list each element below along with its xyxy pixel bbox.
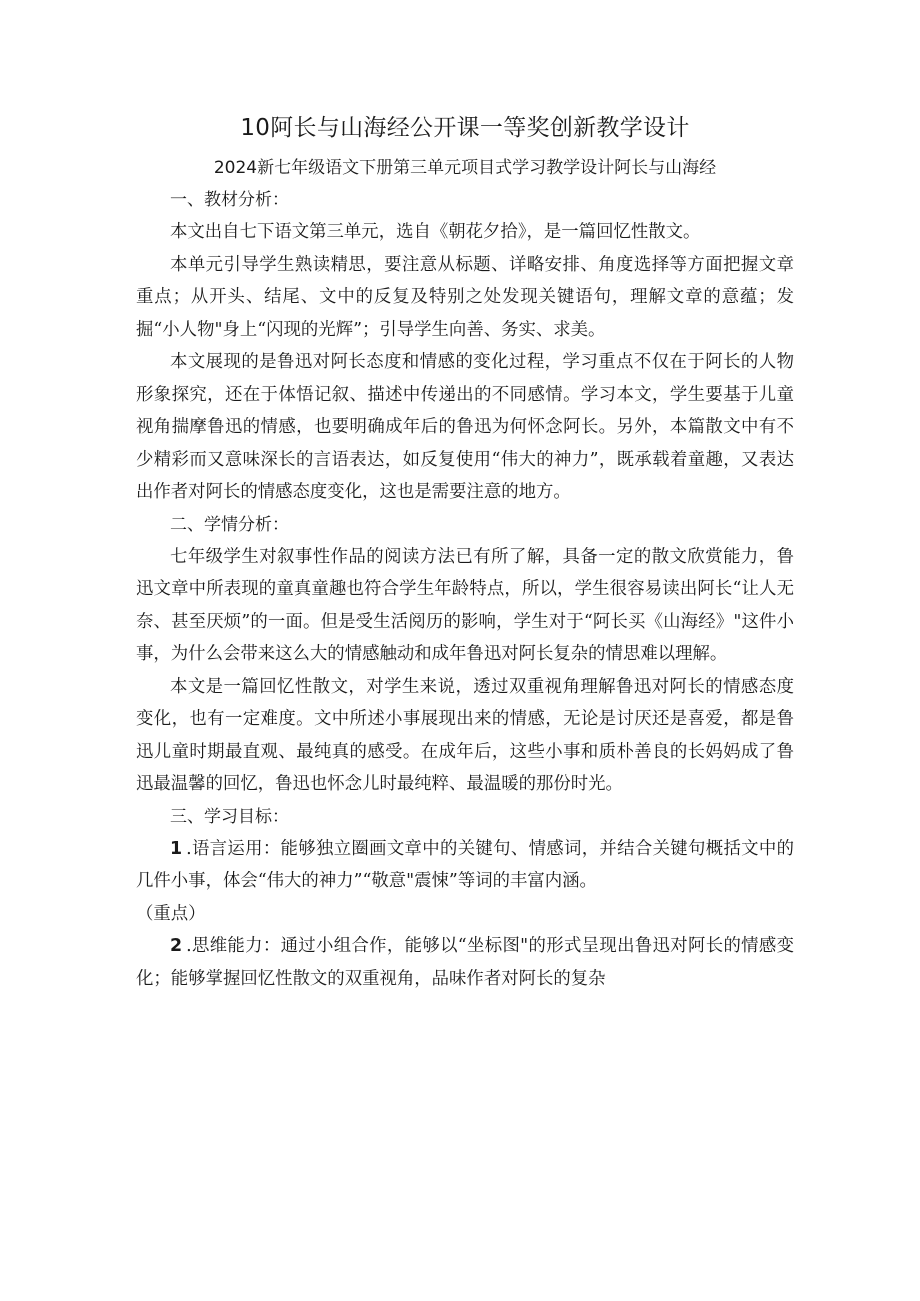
document-page [136, 108, 794, 995]
paragraph: 七年级学生对叙事性作品的阅读方法已有所了解，具备一定的散文欣赏能力，鲁迅文章中所表现的童真童趣也符合学生年龄特点，所以，学生很容易读出阿长“让人无奈、甚至厌烦”的一面。但是受生活阅历的影响，学生对于“阿长买《山海经》"这件小事，为什么会带来这么大的情感触动和成年鲁迅对阿长复杂的情思难以理解。 [136, 546, 794, 664]
section-heading-textbook-analysis: 一、教材分析： [170, 190, 289, 210]
document-title: 10阿长与山海经公开课一等奖创新教学设计 [240, 115, 690, 141]
paragraph: 本文是一篇回忆性散文，对学生来说，透过双重视角理解鲁迅对阿长的情感态度变化，也有一定难度。文中所述小事展现出来的情感，无论是讨厌还是喜爱，都是鲁迅儿童时期最直观、最纯真的感受。在成年后，这些小事和质朴善良的长妈妈成了鲁迅最温馨的回忆，鲁迅也怀念儿时最纯粹、最温暖的那份时光。 [136, 676, 794, 794]
section-heading-learning-goals: 三、学习目标： [170, 806, 289, 827]
paragraph: 本文展现的是鲁迅对阿长态度和情感的变化过程，学习重点不仅在于阿长的人物形象探究，还在于体悟记叙、描述中传递出的不同感情。学习本文，学生要基于儿童视角揣摩鲁迅的情感，也要明确成年后的鲁迅为何怀念阿长。另外，本篇散文中有不少精彩而又意味深长的言语表达，如反复使用“伟大的神力”，既承载着童趣，又表达出作者对阿长的情感态度变化，这也是需要注意的地方。 [136, 352, 794, 502]
goal-item [136, 930, 794, 995]
goal-text: .语言运用：能够独立圈画文章中的关键句、情感词，并结合关键句概括文中的几件小事，体会“伟大的神力”“敬意"震悚”等词的丰富内涵。 [136, 838, 794, 891]
document-subtitle: 2024新七年级语文下册第三单元项目式学习教学设计阿长与山海经 [213, 158, 717, 178]
goal-note: （重点） [136, 903, 206, 924]
paragraph: 本文出自七下语文第三单元，选自《朝花夕拾》，是一篇回忆性散文。 [170, 222, 701, 242]
goal-number: 2 [170, 936, 183, 956]
goal-number: 1 [170, 838, 183, 859]
paragraph: 本单元引导学生熟读精思，要注意从标题、详略安排、角度选择等方面把握文章重点；从开头、结尾、文中的反复及特别之处发现关键语句，理解文章的意蕴；发掘“小人物"身上“闪现的光辉”；引导学生向善、务实、求美。 [136, 254, 794, 340]
section-heading-student-analysis: 二、学情分析： [170, 514, 289, 535]
goal-text: .思维能力：通过小组合作，能够以“坐标图"的形式呈现出鲁迅对阿长的情感变化；能够掌握回忆性散文的双重视角，品味作者对阿长的复杂 [136, 936, 794, 989]
goal-item [136, 833, 794, 931]
